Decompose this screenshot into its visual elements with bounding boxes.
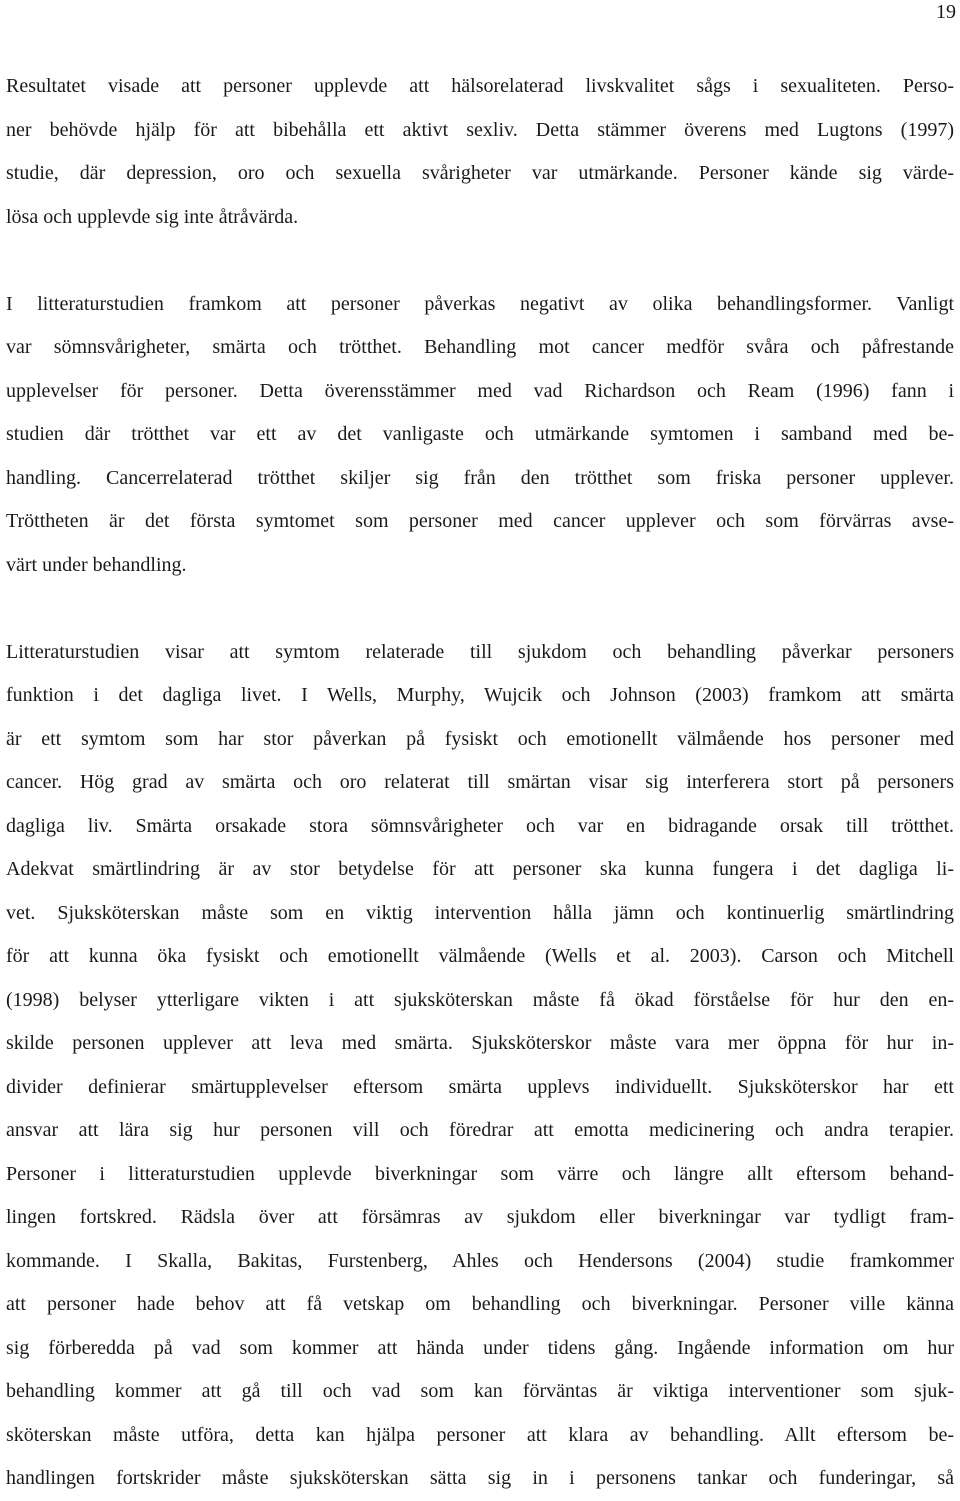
text-line: studien där trötthet var ett av det vanligaste och utmärkande symtomen i samband med be- [6, 423, 954, 445]
text-line: cancer. Hög grad av smärta och oro relaterat till smärtan visar sig interferera stort på personers [6, 771, 954, 793]
paragraph-spacer [6, 239, 954, 283]
text-line: studie, där depression, oro och sexuella svårigheter var utmärkande. Personer kände sig värde- [6, 162, 954, 184]
text-line: att personer hade behov att få vetskap om behandling och biverkningar. Personer ville känna [6, 1293, 954, 1315]
text-line: var sömnsvårigheter, smärta och trötthet. Behandling mot cancer medför svåra och påfrestande [6, 336, 954, 358]
text-line: ner behövde hjälp för att bibehålla ett aktivt sexliv. Detta stämmer överens med Lugtons (1997) [6, 118, 954, 141]
text-line: för att kunna öka fysiskt och emotionellt välmående (Wells et al. 2003). Carson och Mitchell [6, 945, 954, 967]
document-body [6, 65, 954, 1501]
text-line: sig förberedda på vad som kommer att hända under tidens gång. Ingående information om hur [6, 1336, 954, 1359]
text-line: I litteraturstudien framkom att personer påverkas negativt av olika behandlingsformer. Vanligt [6, 292, 954, 315]
text-line: handlingen fortskrider måste sjuksköterskan sätta sig in i personens tankar och funderingar, så [6, 1467, 954, 1489]
text-line: kommande. I Skalla, Bakitas, Furstenberg, Ahles och Hendersons (2004) studie framkommer [6, 1249, 954, 1272]
text-line: (1998) belyser ytterligare vikten i att sjuksköterskan måste få ökad förståelse för hur den en- [6, 988, 954, 1011]
text-line: vet. Sjuksköterskan måste som en viktig intervention hålla jämn och kontinuerlig smärtlindring [6, 901, 954, 924]
paragraph-sexuality [6, 65, 954, 239]
text-line: Litteraturstudien visar att symtom relaterade till sjukdom och behandling påverkar personers [6, 640, 954, 663]
text-line: skilde personen upplever att leva med smärta. Sjuksköterskor måste vara mer öppna för hur in- [6, 1032, 954, 1054]
text-line: är ett symtom som har stor påverkan på fysiskt och emotionellt välmående hos personer med [6, 727, 954, 750]
text-line: dagliga liv. Smärta orsakade stora sömnsvårigheter och var en bidragande orsak till trötthet. [6, 814, 954, 837]
text-line: sköterskan måste utföra, detta kan hjälpa personer att klara av behandling. Allt eftersom be- [6, 1423, 954, 1446]
paragraph-treatment-effects [6, 283, 954, 588]
text-line: Resultatet visade att personer upplevde att hälsorelaterad livskvalitet sågs i sexualiteten. Perso- [6, 75, 954, 97]
text-line: behandling kommer att gå till och vad som kan förväntas är viktiga interventioner som sjuk- [6, 1380, 954, 1402]
paragraph-spacer [6, 587, 954, 631]
text-line: Tröttheten är det första symtomet som personer med cancer upplever och som förvärras avse- [6, 510, 954, 532]
text-line: ansvar att lära sig hur personen vill och föredrar att emotta medicinering och andra terapier. [6, 1119, 954, 1141]
text-line: handling. Cancerrelaterad trötthet skiljer sig från den trötthet som friska personer upplever. [6, 466, 954, 489]
page-number: 19 [936, 1, 956, 23]
text-line: värt under behandling. [6, 553, 187, 576]
paragraph-daily-life [6, 631, 954, 1501]
text-line: Personer i litteraturstudien upplevde biverkningar som värre och längre allt eftersom behand- [6, 1162, 954, 1185]
text-line: lingen fortskred. Rädsla över att försämras av sjukdom eller biverkningar var tydligt fram- [6, 1206, 954, 1228]
text-line: upplevelser för personer. Detta överensstämmer med vad Richardson och Ream (1996) fann i [6, 379, 954, 402]
text-line: funktion i det dagliga livet. I Wells, Murphy, Wujcik och Johnson (2003) framkom att smärta [6, 684, 954, 706]
text-line: lösa och upplevde sig inte åtråvärda. [6, 205, 299, 228]
text-line: Adekvat smärtlindring är av stor betydelse för att personer ska kunna fungera i det dagliga li- [6, 858, 954, 880]
text-line: divider definierar smärtupplevelser eftersom smärta upplevs individuellt. Sjuksköterskor har ett [6, 1075, 954, 1098]
